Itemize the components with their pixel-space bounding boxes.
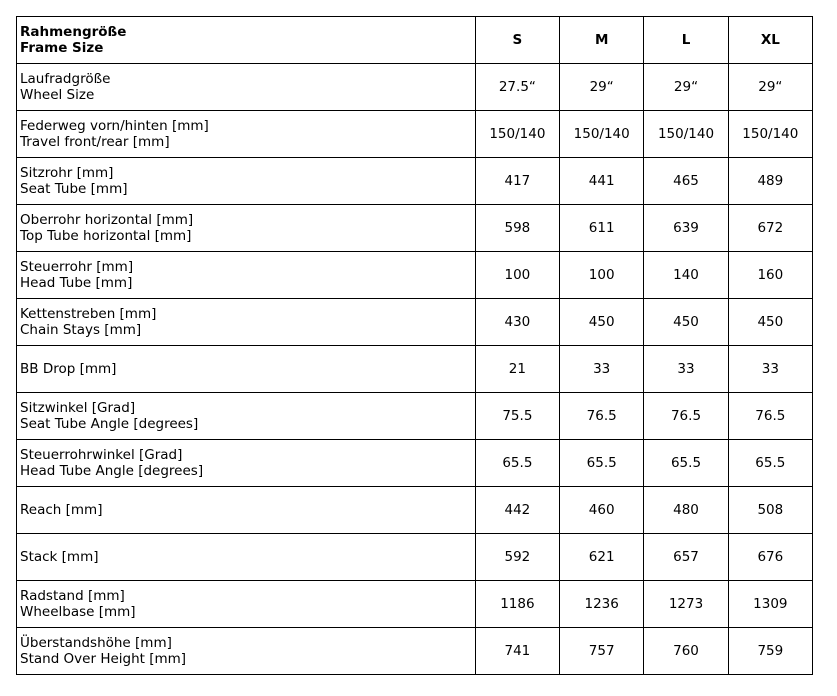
table-row [17,487,813,534]
value-cell-xl: 76.5 [728,393,812,440]
value-cell-m: 441 [560,158,644,205]
value-cell-m: 450 [560,299,644,346]
table-row [17,346,813,393]
value-cell-xl: 450 [728,299,812,346]
value-cell-s: 592 [475,534,559,581]
value-cell-xl: 33 [728,346,812,393]
value-cell-m: 33 [560,346,644,393]
value-cell-xl: 508 [728,487,812,534]
value-cell-s: 150/140 [475,111,559,158]
value-cell-l: 140 [644,252,728,299]
value-cell-xl: 160 [728,252,812,299]
row-label-en: Seat Tube [mm] [20,181,128,197]
value-cell-m: 65.5 [560,440,644,487]
row-label-de: BB Drop [mm] [20,361,117,377]
value-cell-s: 100 [475,252,559,299]
value-cell-m: 611 [560,205,644,252]
value-cell-xl: 759 [728,628,812,675]
frame-size-label [17,17,476,64]
row-label-de: Federweg vorn/hinten [mm] [20,118,209,134]
value-cell-m: 757 [560,628,644,675]
table-row [17,534,813,581]
row-label-en: Wheelbase [mm] [20,604,136,620]
row-label [17,299,476,346]
value-cell-s: 1186 [475,581,559,628]
table-row [17,111,813,158]
row-label-en: Chain Stays [mm] [20,322,142,338]
row-label [17,487,476,534]
row-label-en: Head Tube [mm] [20,275,133,291]
value-cell-m: 29“ [560,64,644,111]
value-cell-s: 430 [475,299,559,346]
row-label-de: Überstandshöhe [mm] [20,635,172,651]
table-row [17,299,813,346]
value-cell-s: 417 [475,158,559,205]
row-label [17,111,476,158]
row-label-de: Sitzwinkel [Grad] [20,400,136,416]
value-cell-s: 65.5 [475,440,559,487]
value-cell-l: 760 [644,628,728,675]
geometry-table-body [17,17,813,675]
value-cell-s: 598 [475,205,559,252]
row-label-de: Radstand [mm] [20,588,125,604]
value-cell-xl: 489 [728,158,812,205]
value-cell-xl: 150/140 [728,111,812,158]
value-cell-m: 150/140 [560,111,644,158]
value-cell-xl: 676 [728,534,812,581]
table-row [17,158,813,205]
row-label [17,534,476,581]
value-cell-s: 27.5“ [475,64,559,111]
row-label [17,346,476,393]
row-label [17,581,476,628]
row-label-de: Steuerrohr [mm] [20,259,134,275]
value-cell-l: 33 [644,346,728,393]
value-cell-m: 621 [560,534,644,581]
row-label-en: Wheel Size [20,87,95,103]
frame-size-label-en: Frame Size [20,40,104,56]
size-header-m: M [560,17,644,64]
value-cell-xl: 672 [728,205,812,252]
row-label [17,205,476,252]
row-label-de: Steuerrohrwinkel [Grad] [20,447,183,463]
row-label [17,628,476,675]
table-row [17,252,813,299]
value-cell-xl: 65.5 [728,440,812,487]
table-row [17,393,813,440]
row-label-en: Head Tube Angle [degrees] [20,463,204,479]
row-label-en: Travel front/rear [mm] [20,134,170,150]
row-label [17,440,476,487]
row-label [17,393,476,440]
value-cell-m: 1236 [560,581,644,628]
value-cell-l: 1273 [644,581,728,628]
value-cell-l: 29“ [644,64,728,111]
value-cell-s: 741 [475,628,559,675]
value-cell-m: 100 [560,252,644,299]
row-label-de: Oberrohr horizontal [mm] [20,212,194,228]
value-cell-l: 657 [644,534,728,581]
value-cell-l: 465 [644,158,728,205]
geometry-table [16,16,813,675]
table-row [17,64,813,111]
row-label-en: Seat Tube Angle [degrees] [20,416,199,432]
size-header-l: L [644,17,728,64]
value-cell-l: 480 [644,487,728,534]
row-label-de: Stack [mm] [20,549,99,565]
value-cell-m: 76.5 [560,393,644,440]
value-cell-m: 460 [560,487,644,534]
value-cell-xl: 29“ [728,64,812,111]
frame-size-label-de: Rahmengröße [20,24,127,40]
size-header-s: S [475,17,559,64]
value-cell-s: 75.5 [475,393,559,440]
row-label-de: Reach [mm] [20,502,103,518]
value-cell-l: 76.5 [644,393,728,440]
row-label-de: Laufradgröße [20,71,111,87]
value-cell-s: 21 [475,346,559,393]
value-cell-l: 150/140 [644,111,728,158]
row-label-en: Stand Over Height [mm] [20,651,187,667]
table-row [17,440,813,487]
table-row [17,581,813,628]
row-label-de: Sitzrohr [mm] [20,165,114,181]
table-row [17,628,813,675]
table-row [17,205,813,252]
value-cell-s: 442 [475,487,559,534]
header-row [17,17,813,64]
row-label-de: Kettenstreben [mm] [20,306,157,322]
row-label-en: Top Tube horizontal [mm] [20,228,192,244]
row-label [17,64,476,111]
row-label [17,158,476,205]
value-cell-l: 450 [644,299,728,346]
size-header-xl: XL [728,17,812,64]
value-cell-l: 65.5 [644,440,728,487]
row-label [17,252,476,299]
value-cell-l: 639 [644,205,728,252]
value-cell-xl: 1309 [728,581,812,628]
